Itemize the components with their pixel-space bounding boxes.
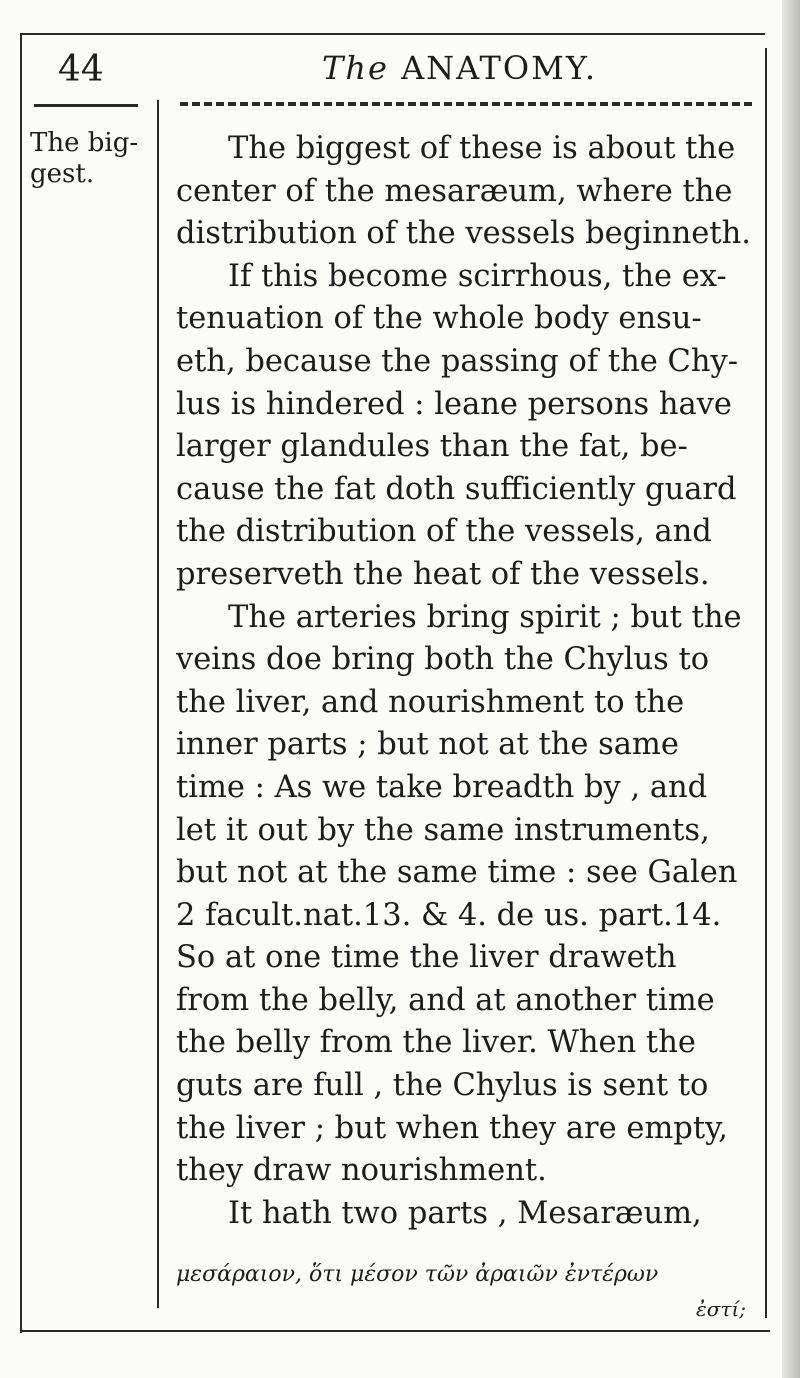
running-head-article: The <box>322 49 389 87</box>
text-line: guts are full , the Chylus is sent to <box>176 1068 709 1104</box>
text-line: veins doe bring both the Chylus to <box>176 642 710 678</box>
page-edge-shadow <box>782 0 800 1378</box>
text-line: The arteries bring spirit ; but the <box>228 599 742 635</box>
text-line: but not at the same time : see Galen <box>176 855 738 891</box>
page-number: 44 <box>58 49 104 90</box>
catchword: ἐστί; <box>696 1297 747 1321</box>
running-head-title: ANATOMY. <box>401 49 598 87</box>
header-rule-right <box>180 102 752 106</box>
text-line: 2 facult.nat.13. & 4. de us. part.14. <box>176 897 722 933</box>
text-line: preserveth the heat of the vessels. <box>176 556 710 592</box>
text-line: the liver ; but when they are empty, <box>176 1110 728 1146</box>
header-rule-left <box>34 104 138 107</box>
text-line: cause the fat doth sufficiently guard <box>176 471 737 507</box>
right-border-rule <box>765 48 767 1318</box>
body-text <box>176 128 761 1235</box>
text-line: the distribution of the vessels, and <box>176 514 712 550</box>
text-line: If this become scirrhous, the ex- <box>228 258 727 294</box>
text-line: So at one time the liver draweth <box>176 940 677 976</box>
text-line: It hath two parts , Mesaræum, <box>228 1195 702 1231</box>
text-line: the liver, and nourishment to the <box>176 684 685 720</box>
running-head <box>322 48 597 88</box>
left-border-rule <box>20 33 22 1333</box>
text-line: inner parts ; but not at the same <box>176 727 679 763</box>
text-line: eth, because the passing of the Chy- <box>176 343 739 379</box>
text-line: they draw nourishment. <box>176 1153 547 1189</box>
marginal-note: The big- gest. <box>30 128 139 189</box>
text-line: from the belly, and at another time <box>176 982 715 1018</box>
bottom-border-rule <box>20 1330 770 1332</box>
text-line: larger glandules than the fat, be- <box>176 429 688 465</box>
text-line: distribution of the vessels beginneth. <box>176 216 751 252</box>
margin-divider-rule <box>157 100 159 1308</box>
text-line: The biggest of these is about the <box>228 131 736 166</box>
text-line: lus is hindered : leane persons have <box>176 386 732 422</box>
text-line: center of the mesaræum, where the <box>176 173 733 209</box>
text-line: tenuation of the whole body ensu- <box>176 301 702 337</box>
greek-etymology-line: μεσάραιον, ὅτι μέσον τῶν ἀραιῶν ἐντέρων <box>176 1262 659 1287</box>
text-line: the belly from the liver. When the <box>176 1025 696 1061</box>
text-line: let it out by the same instruments, <box>176 812 710 848</box>
top-border-rule <box>20 33 765 35</box>
text-line: time : As we take breadth by , and <box>176 769 708 805</box>
